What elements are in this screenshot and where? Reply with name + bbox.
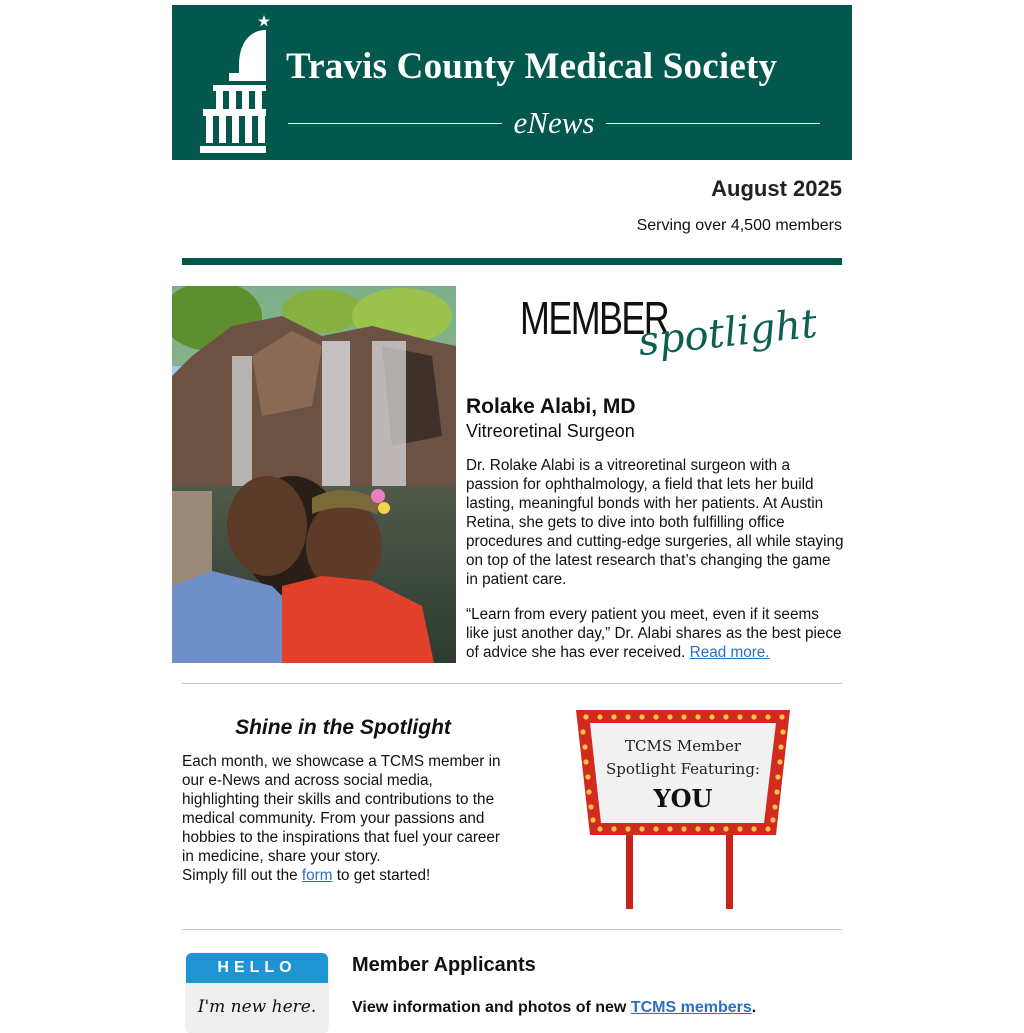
member-photo — [172, 286, 456, 663]
capitol-building-icon — [198, 13, 270, 155]
shine-title: Shine in the Spotlight — [235, 716, 451, 739]
section-divider — [182, 258, 842, 265]
divider — [606, 123, 820, 124]
shine-description: Each month, we showcase a TCMS member in our e-News and across social media, highlighting their skills and contributions to the medical community. From your passions and hobbies to the inspirations that fuel your career in medicine, share your story. — [182, 753, 501, 865]
section-divider — [182, 683, 842, 684]
issue-date: August 2025 — [711, 176, 842, 201]
member-bio: Dr. Rolake Alabi is a vitreoretinal surgeon with a passion for ophthalmology, a field that lets her build lasting, meaningful bonds with her patients. At Austin Retina, she gets to dive into both fulfilling office procedures and cutting-edge surgeries, all while staying on top of the latest research that’s changing the game in patient care. — [466, 457, 844, 588]
shine-body — [182, 752, 508, 885]
spotlight-marquee-sign — [574, 707, 792, 911]
section-divider — [182, 929, 842, 930]
sign-line-3: YOU — [653, 784, 713, 813]
newsletter-subtitle: eNews — [513, 105, 595, 140]
quote-text: “Learn from every patient you meet, even if it seems like just another day,” Dr. Alabi shares as the best piece of advice she has ever received. — [466, 606, 842, 661]
header-banner — [172, 5, 852, 160]
applicants-text — [352, 999, 756, 1017]
cta-before: Simply fill out the — [182, 867, 302, 884]
form-link[interactable]: form — [301, 867, 333, 884]
divider — [288, 123, 502, 124]
member-name: Rolake Alabi, MD — [466, 395, 636, 418]
read-more-link[interactable]: Read more. — [689, 644, 770, 661]
sign-line-1: TCMS Member — [625, 737, 741, 755]
tcms-members-link[interactable]: TCMS members — [630, 999, 752, 1016]
badge-text: I'm new here. — [197, 997, 317, 1017]
heading-script: spotlight — [636, 300, 820, 366]
members-count: Serving over 4,500 members — [636, 217, 842, 234]
subtitle-row — [288, 103, 820, 143]
applicants-text-after: . — [751, 999, 757, 1016]
member-role: Vitreoretinal Surgeon — [466, 421, 635, 441]
sign-line-2: Spotlight Featuring: — [606, 760, 760, 778]
member-spotlight-heading — [520, 292, 820, 367]
heading-main: MEMBER — [520, 292, 669, 344]
newsletter-title: Travis County Medical Society — [286, 46, 778, 87]
photo-illustration — [172, 286, 456, 663]
newsletter — [172, 5, 852, 1017]
cta-after: to get started! — [332, 867, 431, 884]
applicants-title: Member Applicants — [352, 954, 536, 976]
badge-hello: HELLO — [186, 953, 328, 983]
applicants-text-before: View information and photos of new — [352, 999, 631, 1016]
hello-badge-image — [186, 953, 328, 1033]
member-quote — [466, 605, 846, 662]
